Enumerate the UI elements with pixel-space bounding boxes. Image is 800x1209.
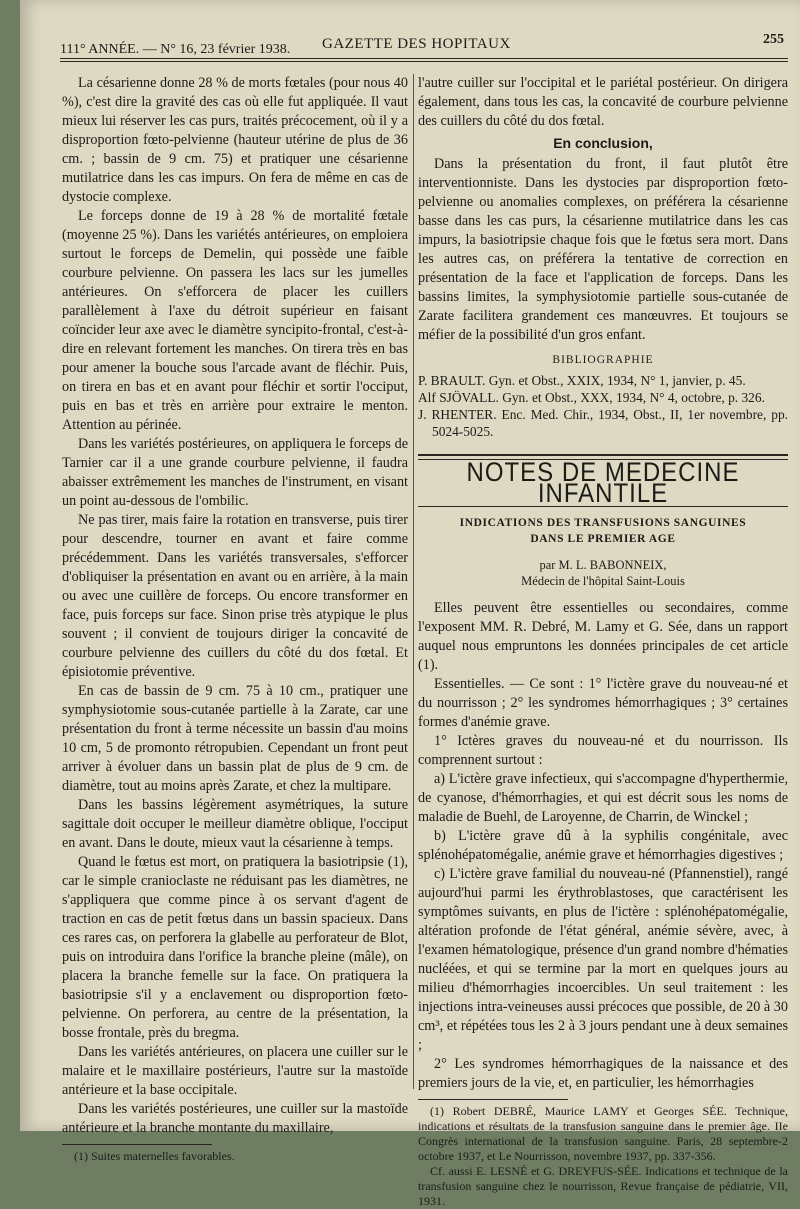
footnotes (418, 1104, 788, 1209)
right-column (418, 74, 788, 1209)
paragraph: a) L'ictère grave infectieux, qui s'accompagne d'hyperthermie, de cyanose, d'hémorrhagies, et qui est décrit sous les noms de maladie de Buehl, de Laroyenne, de Charrin, de Winckel ; (418, 771, 788, 825)
footnote-text: (1) Robert DEBRÉ, Maurice LAMY et Georges SÉE. Technique, indications et résultats de la transfusion sanguine dans le premier âge. IIe Congrès international de la transfusion sanguine. Paris, 28 septembre-2 octobre 1937, et Le Nourrisson, novembre 1937, pp. 337-356. (418, 1104, 788, 1163)
bibliography (418, 372, 788, 440)
paragraph: Dans la présentation du front, il faut plutôt être interventionniste. Dans les dystocies par disproportion fœto-pelvienne ou anomalies complexes, on préférera la césarienne basse dans les cas purs, la césarienne mutilatrice dans les cas impurs, la basiotripsie chaque fois que le fœtus sera mort. Dans les autres cas, on préférera la tentative de correction en présentation de la face et l'application de forceps. Dans les bassins limites, la symphysiotomie partielle sous-cutanée de Zarate facilitera grandement ces manœuvres. Et toujours se méfier de la possibilité d'un gros enfant. (418, 156, 788, 343)
paragraph: En cas de bassin de 9 cm. 75 à 10 cm., pratiquer une symphysiotomie sous-cutanée partielle à la Zarate, car une présentation du front à terme nécessite un bassin d'au moins 10 cm, 5 de promonto rétropubien. Cependant un front peut arriver à évoluer dans un bassin plat de plus de 9 cm. de diamètre, tout au moins après Zarate, et chez la multipare. (62, 683, 408, 794)
paragraph: 2° Les syndromes hémorrhagiques de la naissance et des premiers jours de la vie, et, en particulier, les hémorrhagies (418, 1056, 788, 1091)
paragraph: La césarienne donne 28 % de morts fœtales (pour nous 40 %), c'est dire la gravité des cas où elle fut appliquée. Il vaut mieux lui réserver les cas purs, traités précocement, où il y a disproportion fœto-pelvienne (hauteur utérine de plus de 36 cm. ; bassin de 9 cm. 75) et pratiquer une césarienne mutilatrice dans les cas impurs. On fera de même en cas de dystocie complexe. (62, 75, 408, 205)
bibliography-heading: BIBLIOGRAPHIE (552, 354, 654, 366)
paragraph: Dans les variétés postérieures, une cuiller sur la mastoïde antérieure et la branche montante du maxillaire, (62, 1101, 408, 1136)
footnote-text: Cf. aussi E. LESNÉ et G. DREYFUS-SÉE. Indications et technique de la transfusion sanguine chez le nourrisson, Revue française de pédiatrie, VII, 1931. (418, 1164, 788, 1208)
paragraph: Dans les variétés antérieures, on placera une cuiller sur le malaire et le maxillaire postérieurs, l'autre sur la mastoïde antérieure et la base occipitale. (62, 1044, 408, 1098)
paragraph: Quand le fœtus est mort, on pratiquera la basiotripsie (1), car le simple cranioclaste ne réduisant pas les diamètres, ne s'appliquera que comme pince à os servant d'agent de traction en cas de petit fœtus dans un bassin spacieux. Dans ces rares cas, on perforera la glabelle au perforateur de Blot, puis on introduira dans l'orifice la branche pleine (mâle), on placera la branche femelle sur la face. On pratiquera la basiotripsie s'il y a enclavement ou disproportion fœto-pelvienne. On perforera, au centre de la présentation, la bosse frontale, près du bregma. (62, 854, 408, 1041)
bibliography-entry: Alf SJÖVALL. Gyn. et Obst., XXX, 1934, N° 4, octobre, p. 326. (418, 390, 765, 405)
article-title (418, 515, 788, 547)
paragraph: Dans les variétés postérieures, on appliquera le forceps de Tarnier car il a une grande courbure pelvienne, il faudra abaisser extrêmement les manches de l'instrument, en visant un point au-dessous de l'ombilic. (62, 436, 408, 509)
bibliography-entry: J. RHENTER. Enc. Med. Chir., 1934, Obst., II, 1er novembre, pp. 5024-5025. (418, 407, 788, 439)
paragraph: Dans les bassins légèrement asymétriques, la suture sagittale doit occuper le meilleur diamètre oblique, l'occiput en avant. Dans le doute, mieux vaut la césarienne à temps. (62, 797, 408, 851)
footnote (62, 1149, 408, 1164)
paragraph: Ne pas tirer, mais faire la rotation en transverse, puis tirer pour descendre, tourner en avant et faire comme précédemment. Dans les variétés transversales, s'efforcer d'obliquiser la présentation en avant ou en arrière, à la main ou avec une cuillère de forceps. Ou encore transformer en face, puis forceps sur face. Sinon prise très atypique le plus souvent ; il convient de toujours diriger la concavité de courbure pelvienne des cuillers du côté du dos fœtal. Et épisiotomie préventive. (62, 512, 408, 680)
journal-title: GAZETTE DES HOPITAUX (322, 36, 511, 52)
footnote-rule (418, 1099, 568, 1100)
page-header (60, 28, 788, 59)
left-column (62, 74, 408, 1164)
column-divider (413, 74, 414, 1089)
article-title-line: DANS LE PREMIER AGE (530, 533, 676, 545)
page-number: 255 (763, 32, 784, 47)
article-title-line: INDICATIONS DES TRANSFUSIONS SANGUINES (459, 517, 747, 529)
paragraph: Elles peuvent être essentielles ou secondaires, comme l'exposent MM. R. Debré, M. Lamy et G. Sée, dans un rapport auquel nous empruntons les données principales de cet article (1). (418, 600, 788, 673)
issue-info: 111° ANNÉE. — N° 16, 23 février 1938. (60, 42, 291, 57)
paragraph: Essentielles. — Ce sont : 1° l'ictère grave du nouveau-né et du nourrisson ; 2° les syndromes hémorrhagiques ; 3° certaines formes d'anémie grave. (418, 676, 788, 730)
paragraph: Le forceps donne de 19 à 28 % de mortalité fœtale (moyenne 25 %). Dans les variétés antérieures, on emploiera surtout le forceps de Demelin, qui possède une faible courbure pelvienne. On passera les lacs sur les jumelles antérieures. On s'efforcera de placer les cuillers parallèlement à l'axe du détroit supérieur en faisant coïncider leur axe avec le diamètre syncipito-frontal, c'est-à-dire en relevant fortement les manches. On tirera très en bas pour amener la bouche sous l'arcade avant de fléchir. Puis, on tirera en bas et en avant pour fléchir et sortir l'occiput, puis en bas et très en arrière pour extraire le menton. Attention au périnée. (62, 208, 408, 433)
author-affiliation: Médecin de l'hôpital Saint-Louis (521, 574, 685, 588)
paragraph: 1° Ictères graves du nouveau-né et du nourrisson. Ils comprennent surtout : (418, 733, 788, 768)
footnote-rule (62, 1144, 212, 1145)
conclusion-heading: En conclusion, (553, 135, 653, 151)
footnote-text: (1) Suites maternelles favorables. (74, 1149, 235, 1163)
article-author: par M. L. BABONNEIX, (539, 558, 667, 572)
section-title: NOTES DE MEDECINE INFANTILE (466, 457, 740, 509)
bibliography-entry: P. BRAULT. Gyn. et Obst., XXIX, 1934, N° 1, janvier, p. 45. (418, 373, 746, 388)
paragraph: c) L'ictère grave familial du nouveau-né (Pfannenstiel), rangé aujourd'hui parmi les érythroblastoses, que caractérisent les symptômes suivants, en plus de l'ictère : splénohépatomégalie, altération profonde de l'état général, anémie sévère, avec, à l'examen hématologique, présence d'un grand nombre d'hématies nucléées, et qui se termine par la mort en quelques jours au milieu d'hémorrhagies incoercibles. Un seul traitement : les injections intra-veineuses aussi précoces que possible, de 20 à 30 cm³, et répétées tous les 2 à 3 jours pendant une à deux semaines ; (418, 866, 788, 1053)
paragraph: l'autre cuiller sur l'occipital et le pariétal postérieur. On dirigera également, dans tous les cas, la concavité de courbure pelvienne des cuillers du côté du dos fœtal. (418, 75, 788, 129)
journal-page (20, 0, 800, 1208)
paragraph: b) L'ictère grave dû à la syphilis congénitale, avec splénohépatomégalie, anémie grave et hémorrhagies digestives ; (418, 828, 788, 863)
